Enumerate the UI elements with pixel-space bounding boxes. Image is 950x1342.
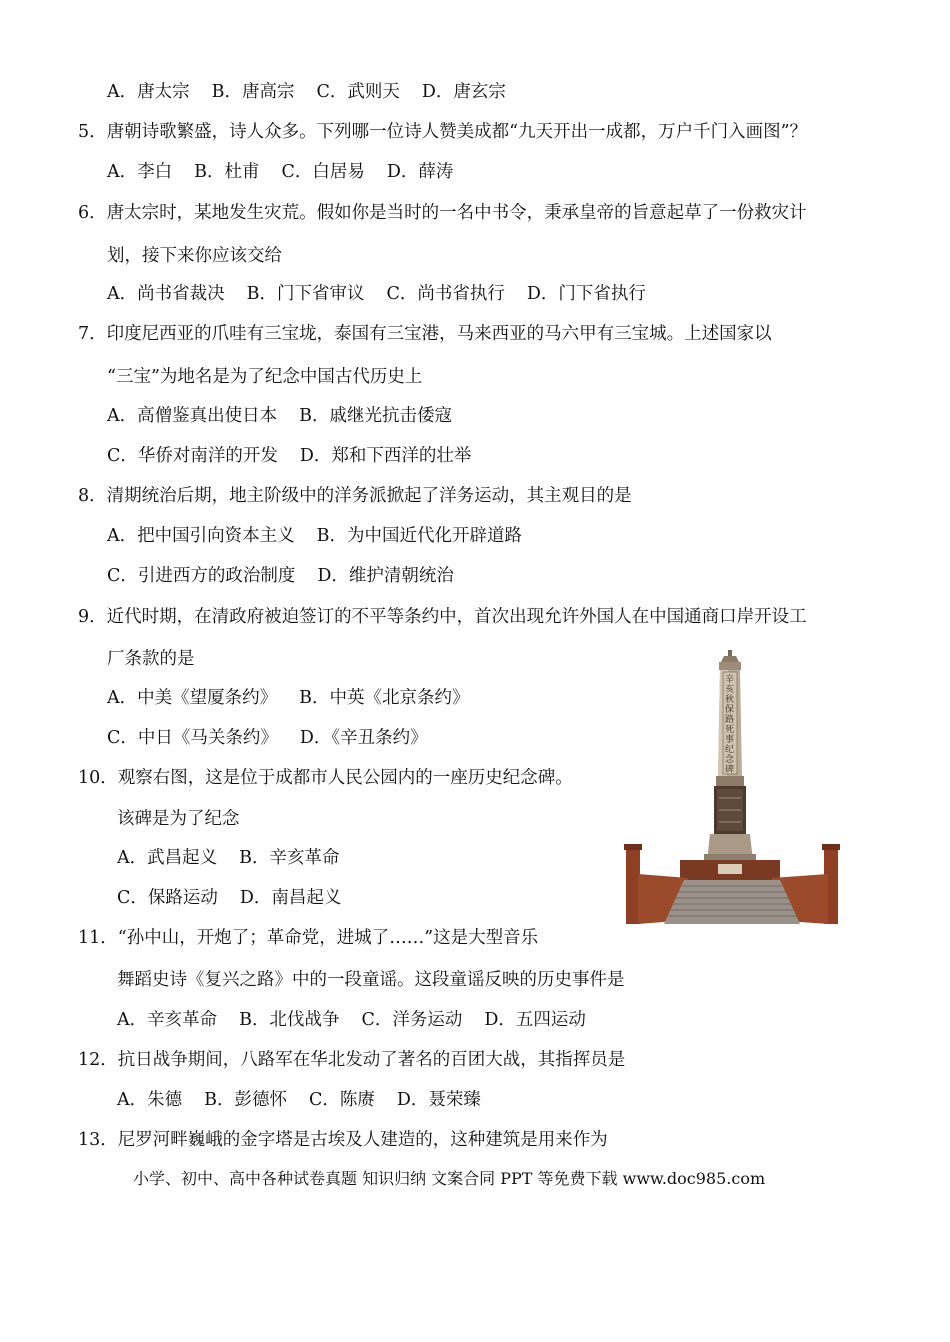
question-7-stem-cont: “三宝”为地名是为了纪念中国古代历史上 [107,367,423,387]
option-d: D．门下省执行 [526,284,646,304]
answer-options-q10-row2 [117,886,341,910]
option-b: B．彭德怀 [204,1090,288,1110]
answer-options-q12 [117,1088,481,1112]
option-a: A．把中国引向资本主义 [107,526,295,546]
question-13-stem: 13．尼罗河畔巍峨的金字塔是古埃及人建造的，这种建筑是用来作为 [78,1130,608,1150]
left-pillar-cap [624,844,642,850]
question-12-stem: 12．抗日战争期间，八路军在华北发动了著名的百团大战，其指挥员是 [78,1050,626,1070]
option-d: D．薛涛 [386,162,454,182]
option-d: D．维护清朝统治 [317,566,454,586]
option-b: B．戚继光抗击倭寇 [299,406,453,426]
option-d: D．五四运动 [484,1010,586,1030]
option-a: A．辛亥革命 [117,1010,218,1030]
monument-image [624,648,842,930]
question-5-stem: 5．唐朝诗歌繁盛，诗人众多。下列哪一位诗人赞美成都“九天开出一成都，万户千门入画图”？ [78,122,808,142]
option-c: C．保路运动 [117,888,218,908]
answer-options-q11 [117,1008,586,1032]
option-a: A．朱德 [117,1090,183,1110]
option-b: B．杜甫 [194,162,260,182]
question-11-stem: 11．“孙中山，开炮了；革命党，进城了……”这是大型音乐 [78,928,539,948]
question-7-stem: 7．印度尼西亚的爪哇有三宝垅，泰国有三宝港，马来西亚的马六甲有三宝城。上述国家以 [78,324,772,344]
page-footer: 小学、初中、高中各种试卷真题 知识归纳 文案合同 PPT 等免费下载 www.doc985.com [133,1169,766,1188]
option-a: A．唐太宗 [107,82,190,102]
option-a: A．武昌起义 [117,848,218,868]
option-b: B．唐高宗 [211,82,295,102]
option-c: C．洋务运动 [361,1010,463,1030]
question-6-stem-cont: 划，接下来你应该交给 [107,246,282,266]
option-b: B．中英《北京条约》 [299,688,470,708]
option-a: A．高僧鉴真出使日本 [107,406,278,426]
option-d: D．南昌起义 [239,888,342,908]
question-10-stem: 10．观察右图，这是位于成都市人民公园内的一座历史纪念碑。 [78,768,573,788]
option-c: C．尚书省执行 [386,284,505,304]
answer-options-q9-row1 [107,686,470,710]
option-b: B．北伐战争 [239,1010,340,1030]
answer-options-q8-row1 [107,524,522,548]
answer-options-q7-row1 [107,404,452,428]
base-plaque [718,864,742,874]
option-c: C．中日《马关条约》 [107,728,278,748]
answer-options-q4 [107,80,506,104]
answer-options-q5 [107,160,453,184]
question-9-stem-cont: 厂条款的是 [107,649,195,669]
left-pillar [626,848,640,924]
option-c: C．武则天 [316,82,400,102]
answer-options-q6 [107,282,646,306]
question-9-stem: 9．近代时期，在清政府被迫签订的不平等条约中，首次出现允许外国人在中国通商口岸开设工 [78,607,807,627]
right-pillar-cap [822,844,840,850]
answer-options-q8-row2 [107,564,454,588]
option-c: C．陈赓 [309,1090,375,1110]
question-10-stem-cont: 该碑是为了纪念 [117,809,240,829]
question-8-stem: 8．清期统治后期，地主阶级中的洋务派掀起了洋务运动，其主观目的是 [78,486,632,506]
spire-cap [721,656,739,662]
option-a: A．尚书省裁决 [107,284,225,304]
option-b: B．辛亥革命 [239,848,340,868]
answer-options-q10-row1 [117,846,340,870]
option-c: C．华侨对南洋的开发 [107,446,278,466]
option-b: B．为中国近代化开辟道路 [316,526,522,546]
option-d: D．郑和下西洋的壮举 [299,446,472,466]
option-c: C．引进西方的政治制度 [107,566,296,586]
option-b: B．门下省审议 [246,284,365,304]
answer-options-q9-row2 [107,726,428,750]
option-a: A．中美《望厦条约》 [107,688,278,708]
spire-ring [719,662,741,670]
answer-options-q7-row2 [107,444,471,468]
option-a: A．李白 [107,162,173,182]
option-d: D．《辛丑条约》 [299,728,428,748]
option-d: D．唐玄宗 [421,82,506,102]
question-6-stem: 6．唐太宗时，某地发生灾荒。假如你是当时的一名中书令，秉承皇帝的旨意起草了一份救灾计 [78,203,807,223]
question-11-stem-cont: 舞蹈史诗《复兴之路》中的一段童谣。这段童谣反映的历史事件是 [117,970,625,990]
shaft-collar [716,776,744,786]
option-c: C．白居易 [281,162,365,182]
monument-inscription: 辛亥秋保路死事纪念碑 [724,675,736,775]
option-d: D．聂荣臻 [396,1090,481,1110]
